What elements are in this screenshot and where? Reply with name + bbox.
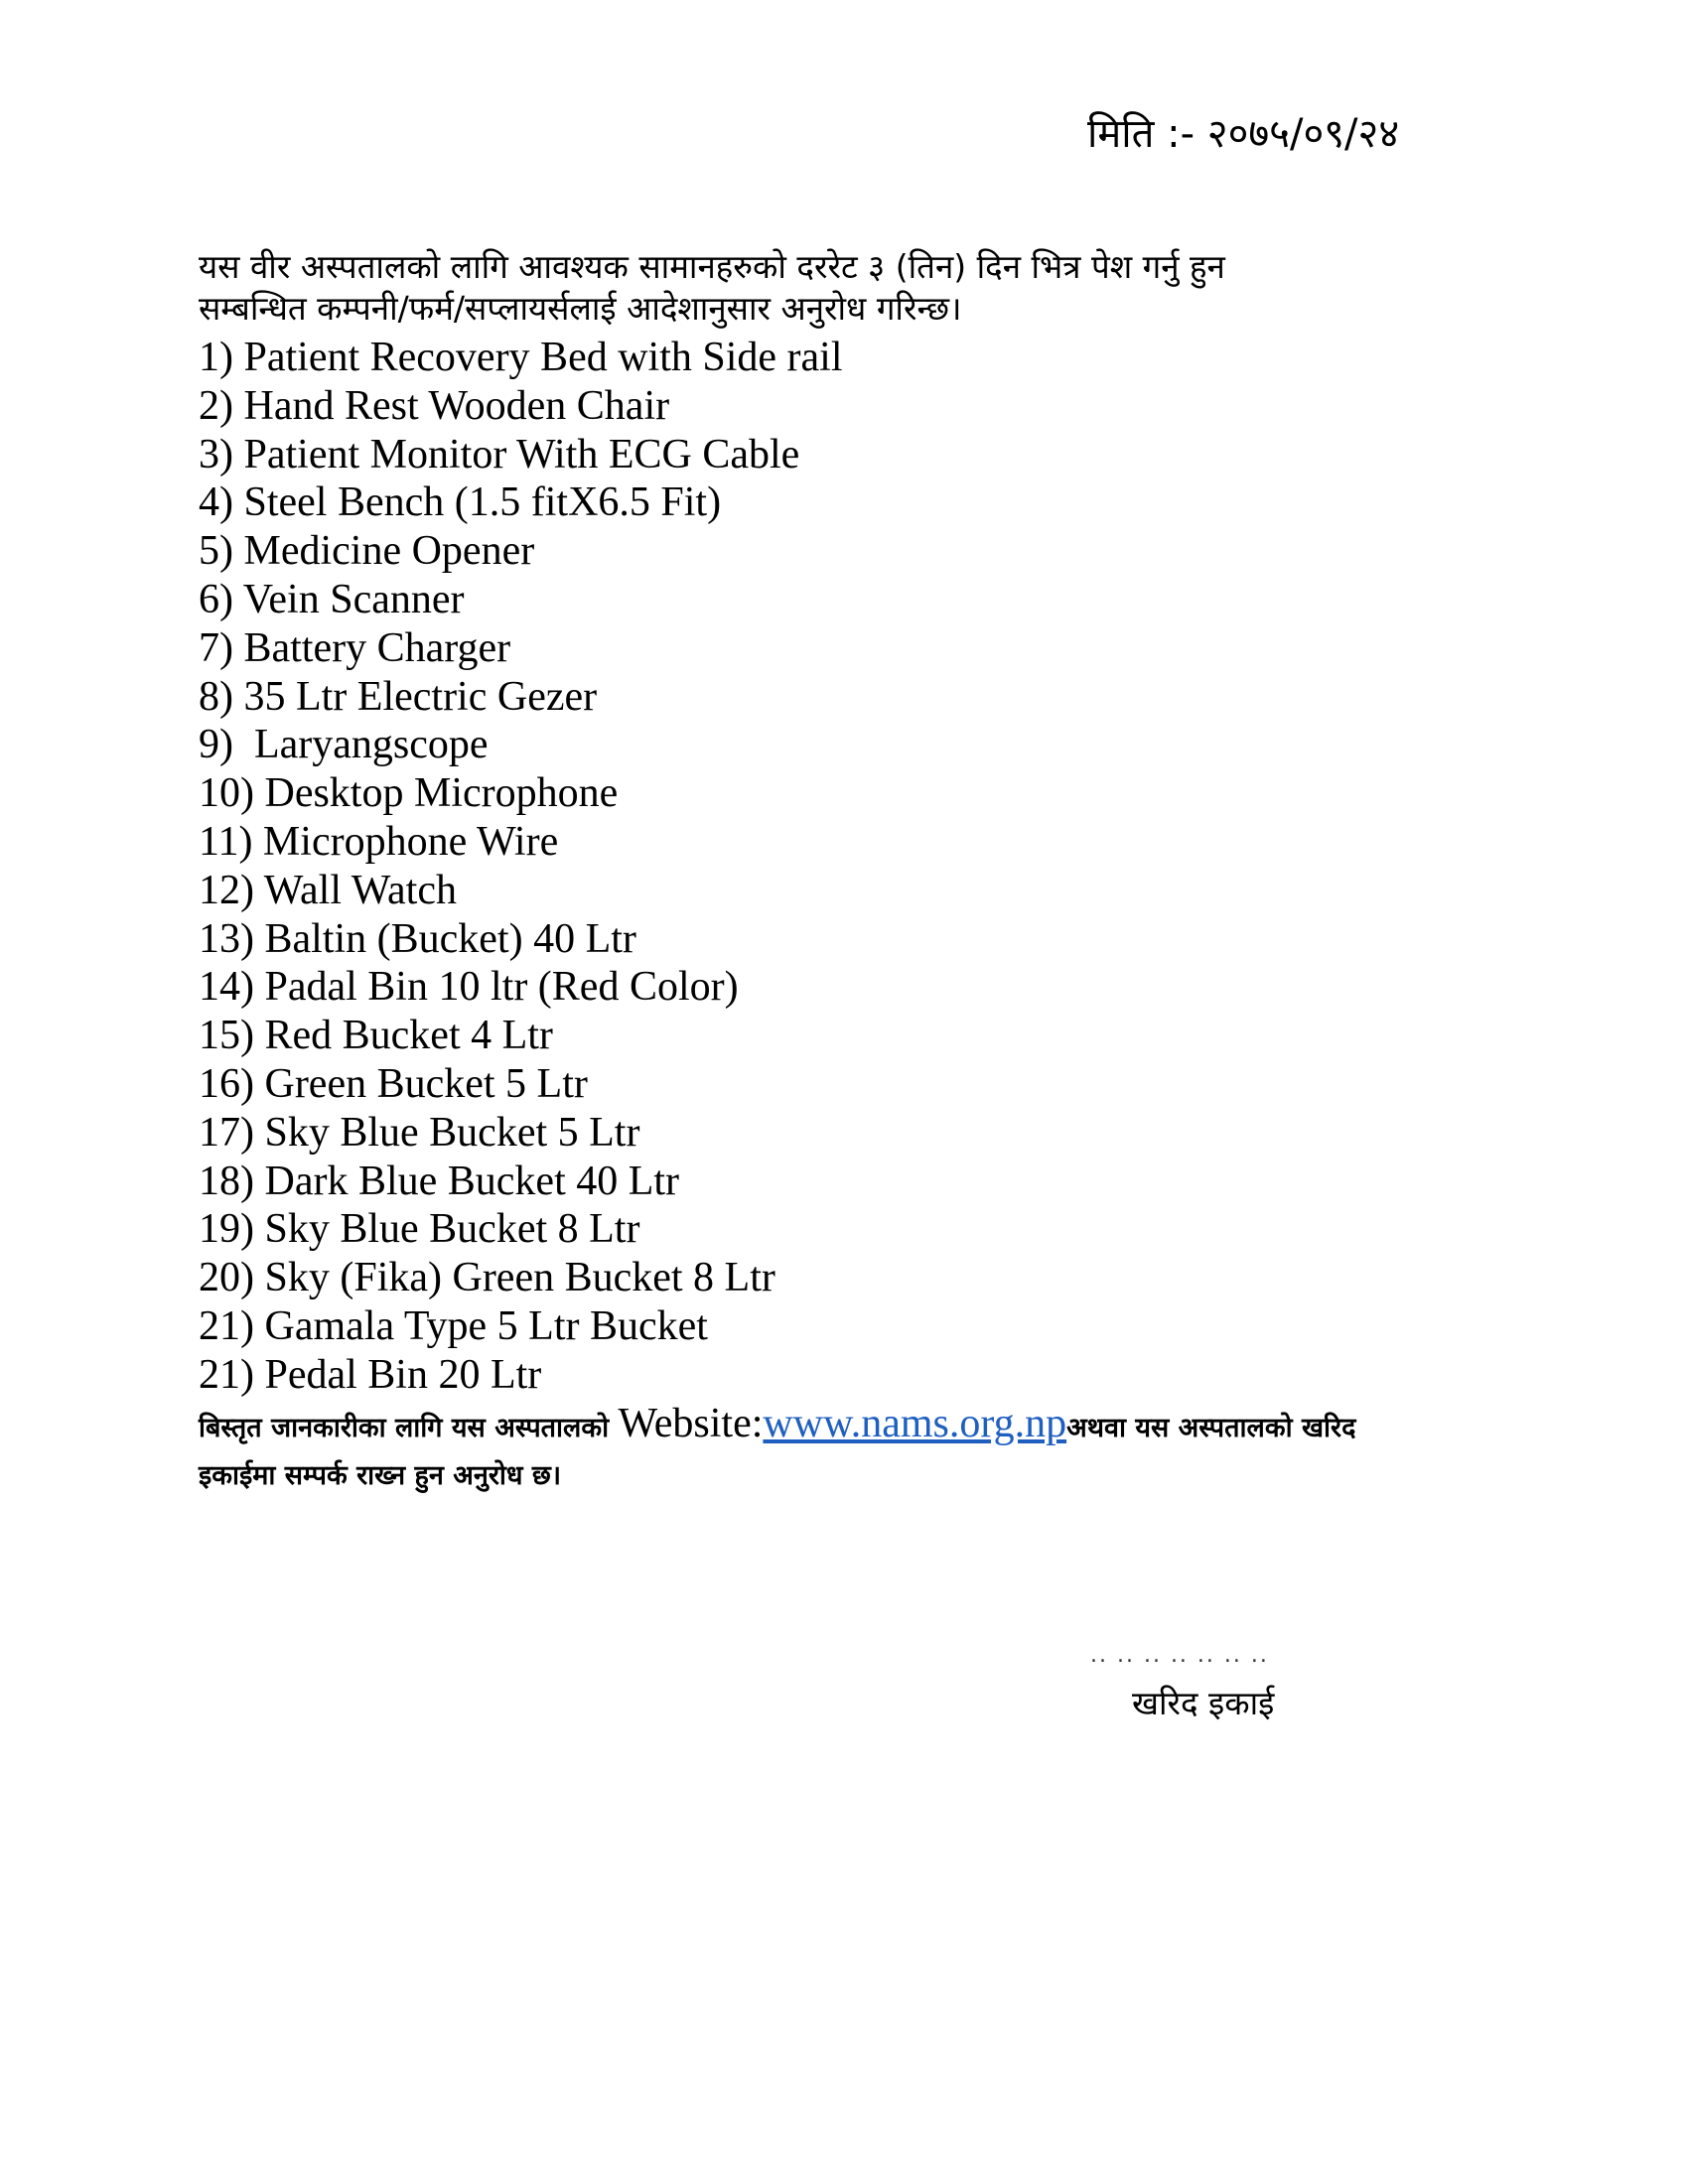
list-item: 15) Red Bucket 4 Ltr [199, 1013, 553, 1059]
list-item: 4) Steel Bench (1.5 fitX6.5 Fit) [199, 479, 722, 526]
list-item: 19) Sky Blue Bucket 8 Ltr [199, 1206, 640, 1253]
list-item: 5) Medicine Opener [199, 528, 535, 575]
list-item: 2) Hand Rest Wooden Chair [199, 382, 670, 429]
list-item: 11) Microphone Wire [199, 818, 559, 865]
list-item: 18) Dark Blue Bucket 40 Ltr [199, 1158, 680, 1204]
contact-note-line-2: इकाईमा सम्पर्क राख्न हुन अनुरोध छ। [199, 1460, 562, 1491]
contact-note-suffix: अथवा यस अस्पतालको खरिद [1066, 1413, 1356, 1443]
list-item: 20) Sky (Fika) Green Bucket 8 Ltr [199, 1255, 775, 1301]
list-item: 6) Vein Scanner [199, 576, 465, 622]
list-item: 1) Patient Recovery Bed with Side rail [199, 335, 843, 380]
signature-dotted-line: .. .. .. .. .. .. .. [1090, 1643, 1269, 1668]
contact-note [199, 1400, 1589, 1500]
item-list [199, 334, 843, 1400]
list-item: 9) Laryangscope [199, 722, 489, 768]
intro-line-2: सम्बन्धित कम्पनी/फर्म/सप्लायर्सलाई आदेशानुसार अनुरोध गरिन्छ। [199, 289, 962, 328]
list-item: 17) Sky Blue Bucket 5 Ltr [199, 1109, 640, 1156]
signature-label: खरिद इकाई [1132, 1684, 1275, 1722]
notice-intro [199, 246, 1509, 330]
list-item: 10) Desktop Microphone [199, 770, 619, 817]
list-item: 14) Padal Bin 10 ltr (Red Color) [199, 964, 739, 1011]
website-link[interactable]: www.nams.org.np [763, 1401, 1067, 1446]
list-item: 21) Pedal Bin 20 Ltr [199, 1351, 542, 1398]
list-item: 3) Patient Monitor With ECG Cable [199, 431, 800, 478]
contact-note-prefix: बिस्तृत जानकारीका लागि यस अस्पतालको [199, 1413, 619, 1443]
website-label: Website: [618, 1401, 764, 1446]
list-item: 21) Gamala Type 5 Ltr Bucket [199, 1302, 708, 1349]
list-item: 7) Battery Charger [199, 624, 511, 671]
list-item: 12) Wall Watch [199, 867, 457, 913]
contact-note-line-1 [199, 1400, 1589, 1452]
notice-date: मिति :- २०७५/०९/२४ [1087, 111, 1400, 157]
list-item: 8) 35 Ltr Electric Gezer [199, 673, 598, 720]
intro-line-1: यस वीर अस्पतालको लागि आवश्यक सामानहरुको दररेट ३ (तिन) दिन भित्र पेश गर्नु हुन [199, 247, 1225, 286]
list-item: 16) Green Bucket 5 Ltr [199, 1060, 588, 1107]
list-item: 13) Baltin (Bucket) 40 Ltr [199, 915, 636, 962]
